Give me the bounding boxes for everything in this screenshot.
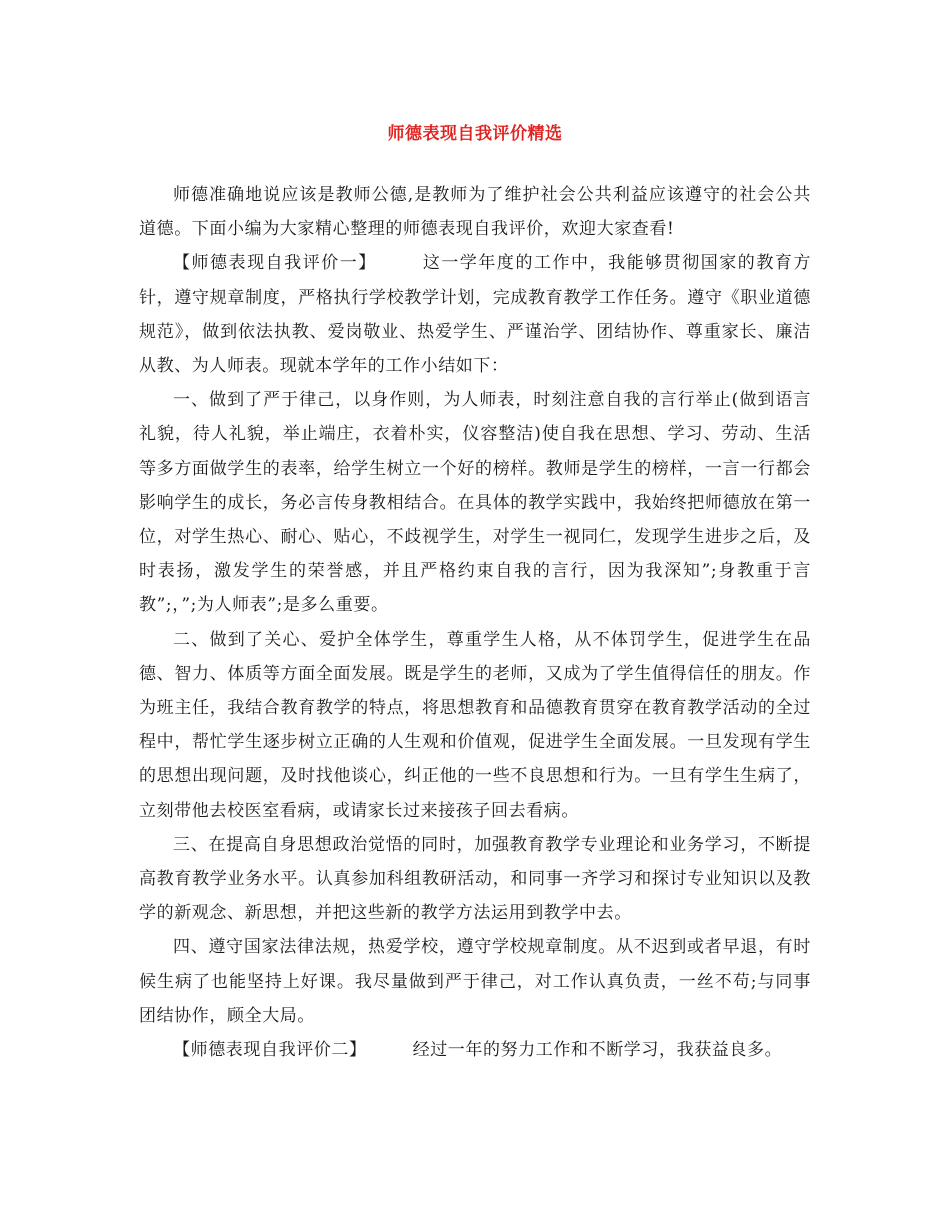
document-title: 师德表现自我评价精选 xyxy=(387,124,563,144)
paragraph-text: 二、做到了关心、爱护全体学生，尊重学生人格，从不体罚学生，促进学生在品德、智力、体质等方面全面发展。既是学生的老师，又成为了学生值得信任的朋友。作为班主任，我结合教育教学的特点，将思想教育和品德教育贯穿在教育教学活动的全过程中，帮忙学生逐步树立正确的人生观和价值观，促进学生全面发展。一旦发现有学生的思想出现问题，及时找他谈心，纠正他的一些不良思想和行为。一旦有学生生病了，立刻带他去校医室看病，或请家长过来接孩子回去看病。 xyxy=(139,629,811,821)
section-heading: 【师德表现自我评价一】 xyxy=(173,253,377,274)
point-one-paragraph xyxy=(139,383,811,622)
document-body xyxy=(139,178,811,1067)
section-two-paragraph xyxy=(139,1033,811,1067)
paragraph-text: 一、做到了严于律己，以身作则，为人师表，时刻注意自我的言行举止(做到语言礼貌，待人礼貌，举止端庄，衣着朴实，仪容整洁)使自我在思想、学习、劳动、生活等多方面做学生的表率，给学生树立一个好的榜样。教师是学生的榜样，一言一行都会影响学生的成长，务必言传身教相结合。在具体的教学实践中，我始终把师德放在第一位，对学生热心、耐心、贴心，不歧视学生，对学生一视同仁，发现学生进步之后，及时表扬，激发学生的荣誉感，并且严格约束自我的言行，因为我深知”;身教重于言教”;，”;为人师表”;是多么重要。 xyxy=(139,390,811,616)
paragraph-text: 经过一年的努力工作和不断学习，我获益良多。 xyxy=(412,1040,783,1061)
paragraph-text: 三、在提高自身思想政治觉悟的同时，加强教育教学专业理论和业务学习，不断提高教育教学业务水平。认真参加科组教研活动，和同事一齐学习和探讨专业知识以及教学的新观念、新思想，并把这些新的教学方法运用到教学中去。 xyxy=(139,834,811,924)
paragraph-text: 四、遵守国家法律法规，热爱学校，遵守学校规章制度。从不迟到或者早退，有时候生病了也能坚持上好课。我尽量做到严于律己，对工作认真负责，一丝不苟;与同事团结协作，顾全大局。 xyxy=(139,937,811,1026)
point-four-paragraph xyxy=(139,930,811,1033)
point-two-paragraph xyxy=(139,623,811,828)
section-heading: 【师德表现自我评价二】 xyxy=(173,1040,367,1061)
paragraph-text: 师德准确地说应该是教师公德,是教师为了维护社会公共利益应该遵守的社会公共道德。下面小编为大家精心整理的师德表现自我评价，欢迎大家查看! xyxy=(139,185,811,240)
section-one-paragraph xyxy=(139,246,811,383)
paragraph-text: 这一学年度的工作中，我能够贯彻国家的教育方针，遵守规章制度，严格执行学校教学计划，完成教育教学工作任务。遵守《职业道德规范》，做到依法执教、爱岗敬业、热爱学生、严谨治学、团结协作、尊重家长、廉洁从教、为人师表。现就本学年的工作小结如下： xyxy=(139,253,811,377)
point-three-paragraph xyxy=(139,828,811,931)
intro-paragraph xyxy=(139,178,811,246)
